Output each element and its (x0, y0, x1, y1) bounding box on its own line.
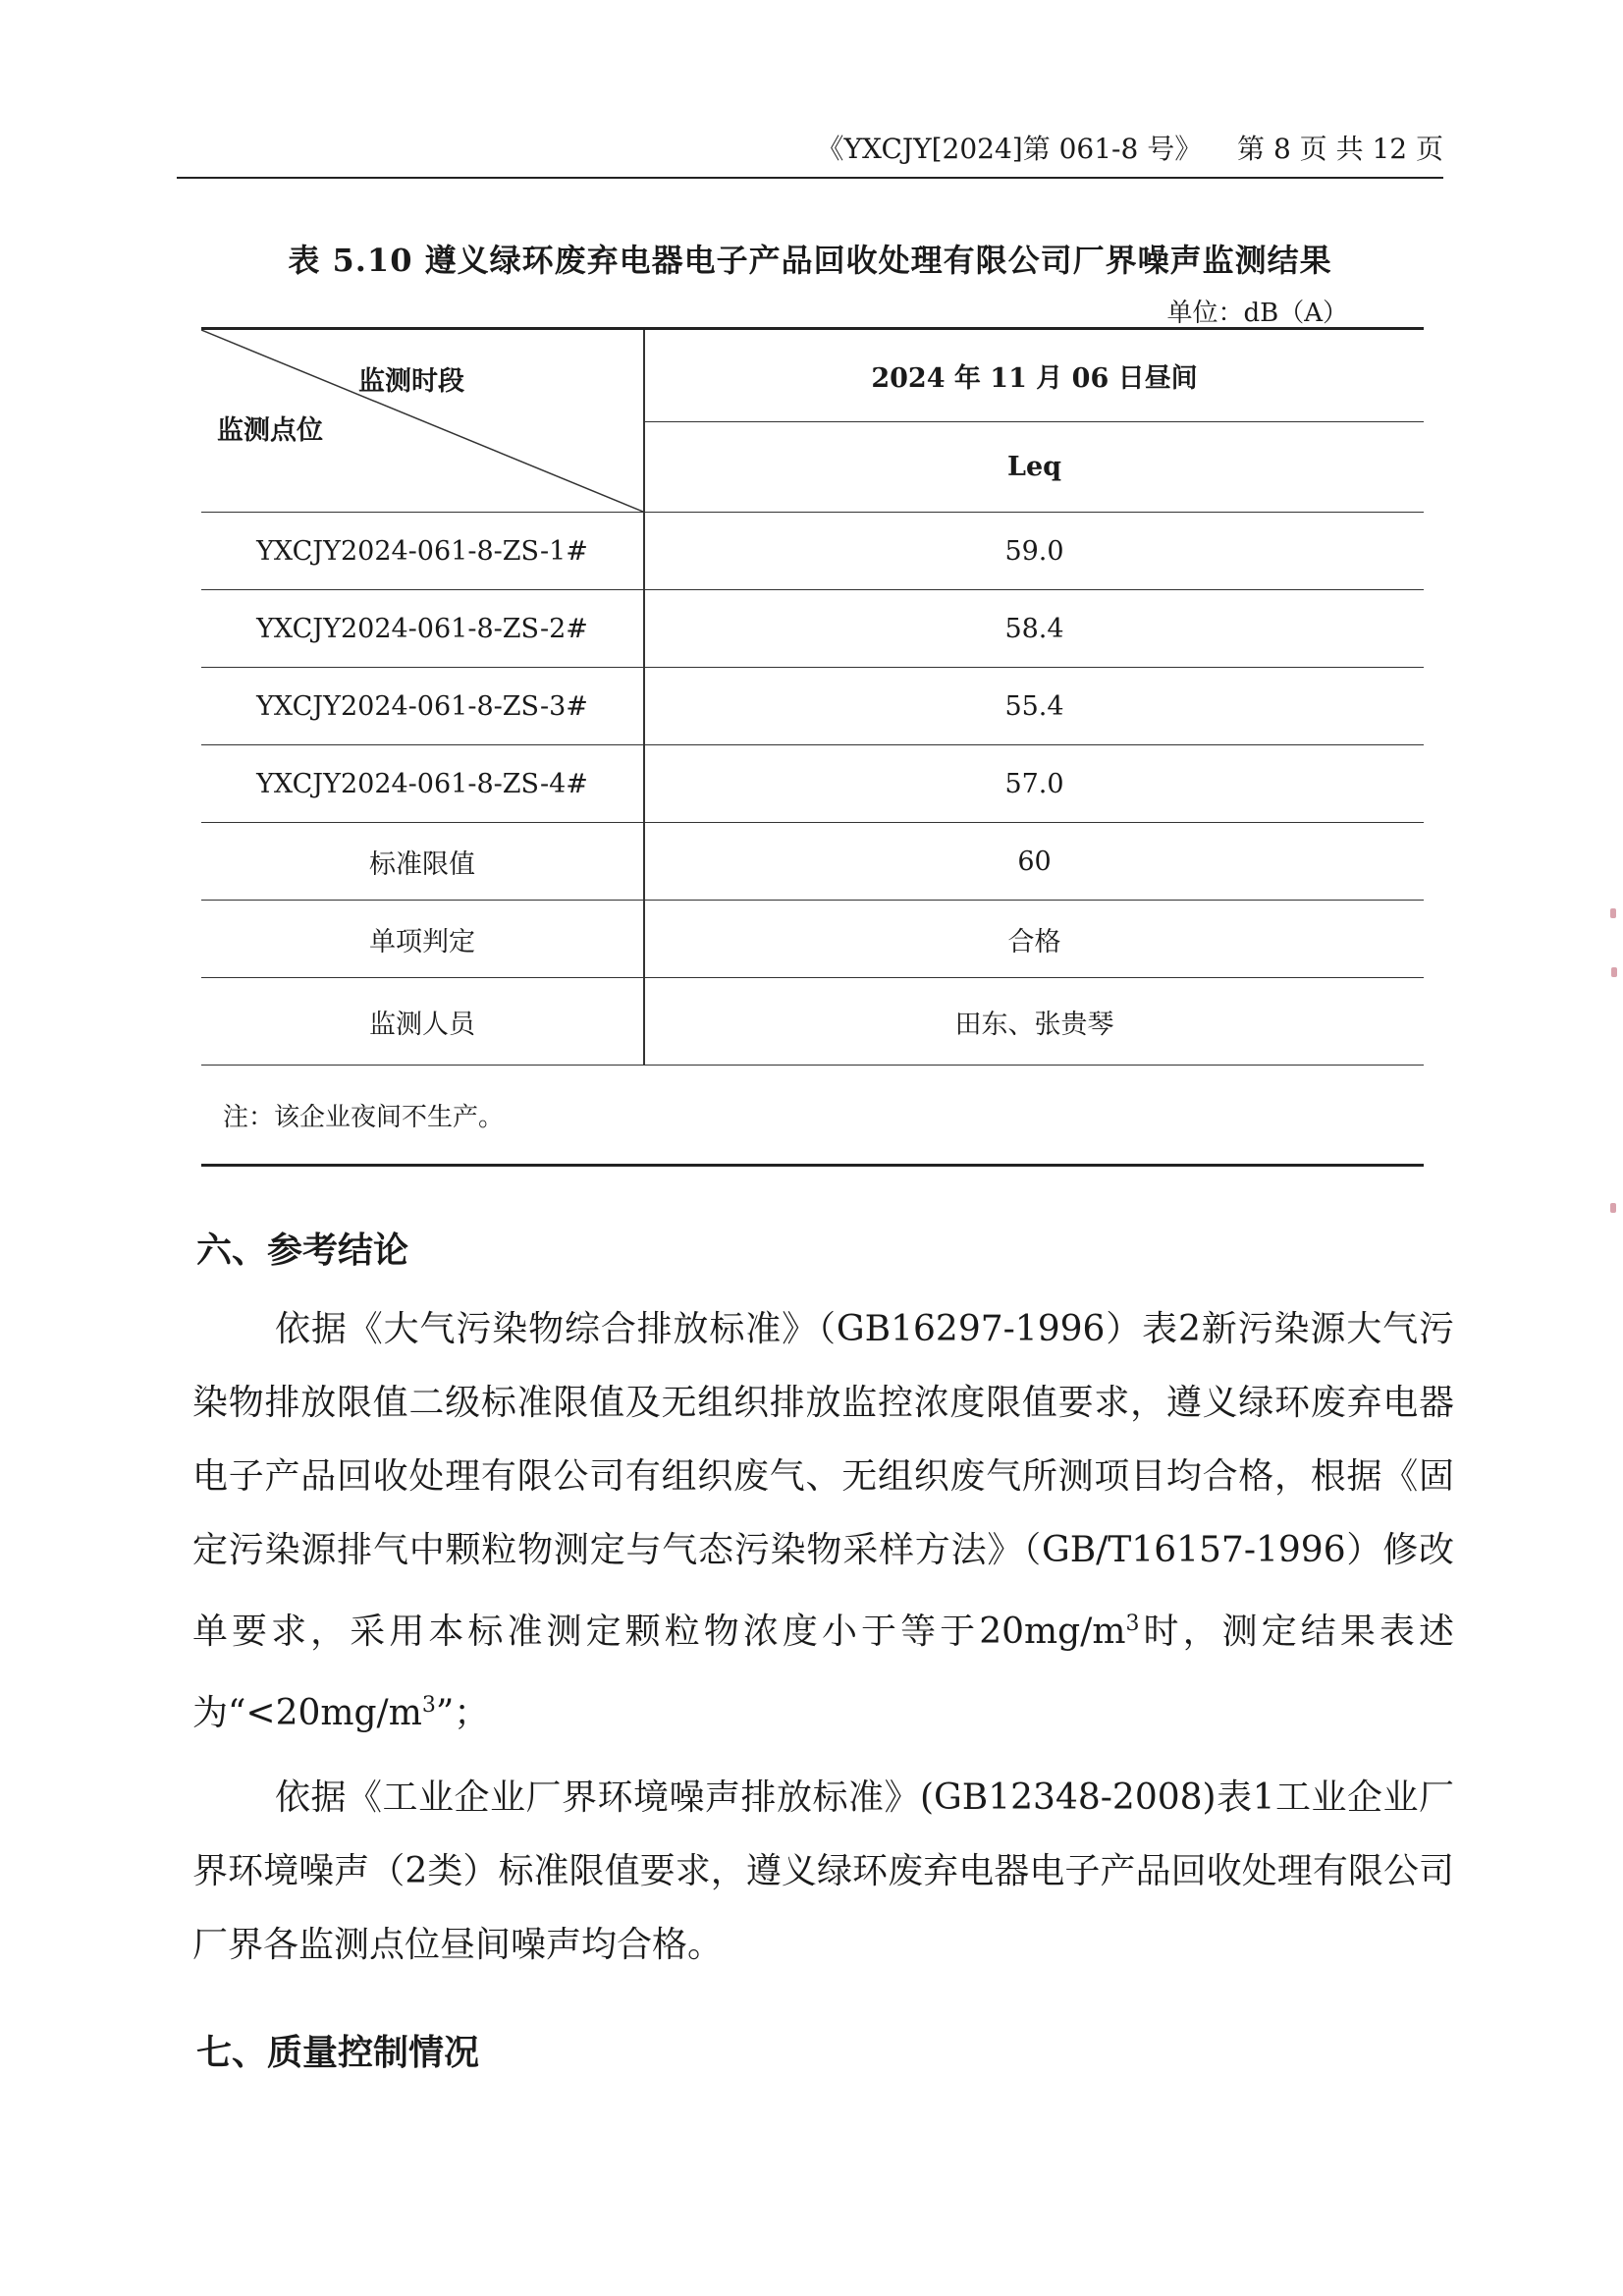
section6-paragraph-1 (192, 1292, 1454, 1750)
staff-label: 监测人员 (201, 978, 644, 1066)
point-cell: YXCJY2024-061-8-ZS-3# (201, 668, 644, 745)
date-header: 2024 年 11 月 06 日昼间 (644, 329, 1424, 422)
p1-sup2: 3 (421, 1693, 436, 1718)
diagonal-header-cell (201, 329, 644, 513)
seal-edge-mark (1611, 967, 1617, 977)
p2-text: 依据《工业企业厂界环境噪声排放标准》(GB12348-2008)表1工业企业厂界环境噪声（2类）标准限值要求，遵义绿环废弃电器电子产品回收处理有限公司厂界各监测点位昼间噪声均合格。 (192, 1777, 1454, 1965)
p1-tail-c: ”； (435, 1693, 490, 1733)
table-unit: 单位：dB（A） (1166, 299, 1348, 328)
note-row (201, 1066, 1424, 1166)
diag-period-label: 监测时段 (358, 366, 464, 397)
value-cell: 59.0 (644, 513, 1424, 590)
judge-row (201, 901, 1424, 978)
p1-sup: 3 (1125, 1612, 1140, 1636)
noise-table (201, 327, 1424, 1167)
p1-tail-b: 时，测定结果表述为“<20mg/m (192, 1612, 1454, 1733)
value-cell: 58.4 (644, 590, 1424, 668)
table-row (201, 745, 1424, 823)
report-number: 《YXCJY[2024]第 061-8 号》 (816, 133, 1203, 165)
table-row (201, 590, 1424, 668)
page-header (177, 128, 1443, 179)
section7-heading: 七、质量控制情况 (196, 2032, 480, 2073)
table-note: 注：该企业夜间不生产。 (223, 1102, 505, 1132)
page-info: 第 8 页 共 12 页 (1237, 133, 1443, 165)
value-cell: 57.0 (644, 745, 1424, 823)
table-row (201, 513, 1424, 590)
section6-paragraph-2 (192, 1761, 1454, 1982)
staff-row (201, 978, 1424, 1066)
judge-label: 单项判定 (201, 901, 644, 978)
point-cell: YXCJY2024-061-8-ZS-4# (201, 745, 644, 823)
p1-text: 依据《大气污染物综合排放标准》（GB16297-1996）表2新污染源大气污染物排放限值二级标准限值及无组织排放监控浓度限值要求，遵义绿环废弃电器电子产品回收处理有限公司有组织废气、无组织废气所测项目均合格，根据《固定污染源排气中颗粒物测定与气态污染物采样方法》（GB/T16157-1996）修改单要求，采用本标准测定颗粒物浓度小于等于 (192, 1309, 1454, 1652)
staff-value: 田东、张贵琴 (644, 978, 1424, 1066)
limit-label: 标准限值 (201, 823, 644, 901)
table-title: 表 5.10 遵义绿环废弃电器电子产品回收处理有限公司厂界噪声监测结果 (288, 242, 1332, 279)
diag-point-label: 监测点位 (217, 415, 323, 446)
p1-tail-a: 20mg/m (979, 1612, 1126, 1652)
judge-value: 合格 (644, 901, 1424, 978)
seal-edge-mark (1610, 1203, 1616, 1213)
seal-edge-mark (1610, 908, 1616, 918)
point-cell: YXCJY2024-061-8-ZS-2# (201, 590, 644, 668)
value-cell: 55.4 (644, 668, 1424, 745)
limit-value: 60 (644, 823, 1424, 901)
point-cell: YXCJY2024-061-8-ZS-1# (201, 513, 644, 590)
table-row (201, 668, 1424, 745)
leq-header: Leq (644, 422, 1424, 513)
noise-table-wrap (201, 327, 1424, 1167)
section6-heading: 六、参考结论 (196, 1230, 409, 1271)
limit-row (201, 823, 1424, 901)
